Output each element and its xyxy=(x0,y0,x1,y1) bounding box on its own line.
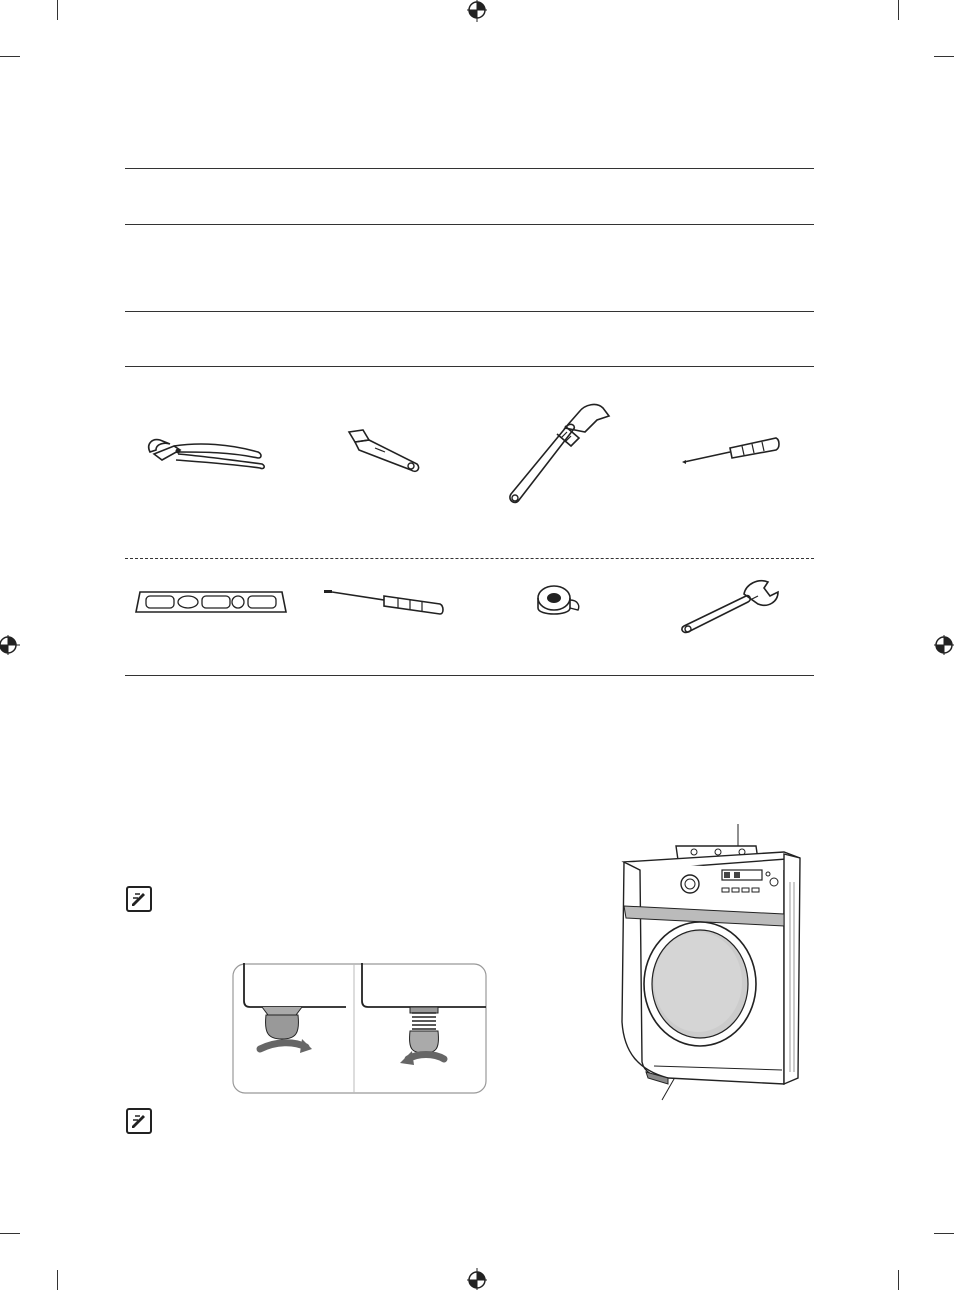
crop-mark xyxy=(934,56,954,57)
registration-mark-right-icon xyxy=(930,633,954,657)
level-icon xyxy=(134,588,288,616)
crop-mark xyxy=(934,1233,954,1234)
table-rule xyxy=(125,168,814,169)
flathead-screwdriver-icon xyxy=(322,586,444,616)
leveling-leg-diagram xyxy=(232,963,488,1095)
tape-roll-icon xyxy=(534,582,582,622)
crop-mark xyxy=(57,1270,58,1290)
table-rule xyxy=(125,311,814,312)
phillips-screwdriver-icon xyxy=(680,434,780,468)
crop-mark xyxy=(0,56,20,57)
crop-mark xyxy=(898,0,899,20)
crop-mark xyxy=(57,0,58,20)
table-rule xyxy=(125,224,814,225)
registration-mark-top-icon xyxy=(465,0,489,24)
registration-mark-left-icon xyxy=(0,633,24,657)
note-pencil-icon xyxy=(126,886,152,912)
registration-mark-bottom-icon xyxy=(465,1266,489,1290)
table-rule xyxy=(125,675,814,676)
crop-mark xyxy=(898,1270,899,1290)
utility-knife-icon xyxy=(345,428,425,474)
door xyxy=(644,922,756,1046)
crop-mark xyxy=(0,1233,20,1234)
table-rule-dashed xyxy=(125,558,814,559)
pipe-wrench-icon xyxy=(505,398,615,508)
table-rule xyxy=(125,366,814,367)
adjustable-wrench-icon xyxy=(680,574,780,636)
dryer-illustration xyxy=(614,822,810,1106)
note-pencil-icon xyxy=(126,1108,152,1134)
pliers-icon xyxy=(140,430,270,470)
